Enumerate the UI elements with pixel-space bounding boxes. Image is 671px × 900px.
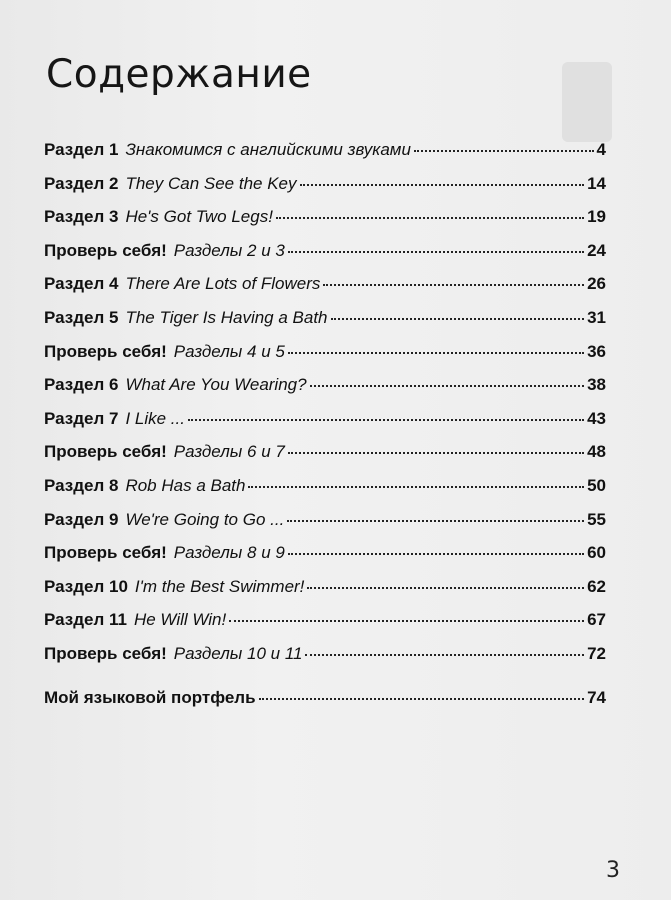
dot-leader [229,620,584,622]
toc-entry-page: 19 [587,207,606,227]
toc-entry [44,241,606,275]
dot-leader [323,284,584,286]
dot-leader [300,184,585,186]
toc-entry-page: 50 [587,475,606,495]
toc-entry-page: 72 [587,643,606,663]
toc-entry-title: The Tiger Is Having a Bath [125,307,328,327]
toc-entry-title: Разделы 8 и 9 [173,543,285,563]
dot-leader [188,419,584,421]
dot-leader [288,251,584,253]
toc-entry-portfolio [44,688,606,722]
toc-entry-title: I'm the Best Swimmer! [134,576,305,596]
dot-leader [288,352,584,354]
toc-entry-page: 14 [587,173,606,193]
toc-entry [44,644,606,678]
toc-entry-page: 48 [587,442,606,462]
toc-entry-title: Rob Has a Bath [125,475,246,495]
toc-entry-label: Проверь себя! [44,341,167,361]
toc-entry-label: Проверь себя! [44,240,167,260]
toc-entry-title: Разделы 4 и 5 [173,341,285,361]
dot-leader [310,385,585,387]
toc-entry-page: 67 [587,610,606,630]
dot-leader [259,698,585,700]
toc-entry-page: 38 [587,375,606,395]
toc-entry [44,207,606,241]
page-title: Содержание [46,52,312,97]
toc-entry-title: There Are Lots of Flowers [125,274,321,294]
toc-entry-page: 55 [587,509,606,529]
toc-entry-page: 43 [587,408,606,428]
toc-entry-label: Проверь себя! [44,442,167,462]
toc-entry-label: Раздел 7 [44,408,119,428]
toc-entry-title: They Can See the Key [125,173,297,193]
toc-entry-title: He Will Win! [133,610,227,630]
toc-entry-title: Разделы 2 и 3 [173,240,285,260]
toc-entry [44,577,606,611]
toc-entry [44,174,606,208]
toc-entry-page: 74 [587,687,606,707]
dot-leader [248,486,584,488]
toc-entry [44,274,606,308]
toc-entry-label: Раздел 6 [44,375,119,395]
toc-entry-label: Раздел 10 [44,576,128,596]
toc-entry [44,342,606,376]
toc-entry [44,510,606,544]
toc-entry-label: Раздел 2 [44,173,119,193]
toc-entry [44,375,606,409]
dot-leader [307,587,584,589]
toc-entry-page: 26 [587,274,606,294]
toc-entry [44,140,606,174]
dot-leader [287,520,584,522]
toc-entry-title: He's Got Two Legs! [125,207,273,227]
dot-leader [305,654,584,656]
toc-entry-title: What Are You Wearing? [125,375,307,395]
toc-entry-title: Разделы 6 и 7 [173,442,285,462]
toc-entry [44,610,606,644]
toc-entry [44,442,606,476]
toc-entry-title: We're Going to Go ... [125,509,285,529]
toc-entry-page: 24 [587,240,606,260]
toc-entry-label: Раздел 1 [44,140,119,159]
toc-entry [44,476,606,510]
bleed-through-mark [562,62,612,142]
page-number: 3 [606,858,620,883]
toc-entry-label: Раздел 4 [44,274,119,294]
dot-leader [276,217,584,219]
dot-leader [288,553,584,555]
toc-entry-page: 62 [587,576,606,596]
toc-entry-page: 31 [587,307,606,327]
toc-entry-label: Раздел 9 [44,509,119,529]
toc-entry-title: I Like ... [125,408,185,428]
toc-entry-page: 36 [587,341,606,361]
toc-entry-label: Раздел 11 [44,610,127,630]
toc-entry-label: Проверь себя! [44,643,167,663]
toc-entry-label: Мой языковой портфель [44,687,256,707]
toc-entry-page: 4 [596,140,606,159]
toc-entry-label: Проверь себя! [44,543,167,563]
toc-entry-title: Разделы 10 и 11 [173,643,303,663]
toc-entry-label: Раздел 3 [44,207,119,227]
dot-leader [288,452,584,454]
toc-entry [44,308,606,342]
toc-entry-page: 60 [587,543,606,563]
dot-leader [414,150,594,152]
toc-entry-title: Знакомимся с английскими звуками [125,140,411,159]
dot-leader [331,318,585,320]
toc-entry-label: Раздел 8 [44,475,119,495]
table-of-contents [44,140,606,721]
toc-entry-label: Раздел 5 [44,307,119,327]
toc-entry [44,409,606,443]
toc-entry [44,543,606,577]
